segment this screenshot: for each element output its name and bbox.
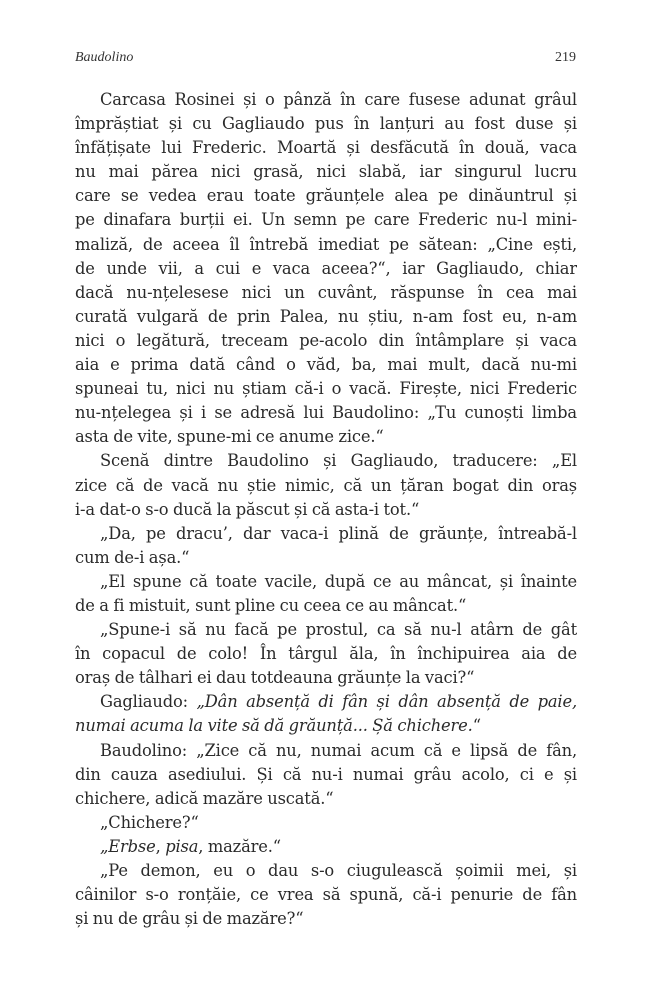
text-line: Scenă dintre Baudolino și Gagliaudo, traducere: „El — [100, 451, 577, 471]
paragraph-9 — [75, 835, 577, 859]
paragraph-6 — [75, 690, 577, 738]
speaker-name: Gagliaudo: — [100, 692, 197, 712]
text-line: de a fi mistuit, sunt pline cu ceea ce au mâncat.“ — [75, 595, 467, 615]
paragraph-5 — [75, 618, 577, 690]
italic-word: „Erbse — [100, 836, 156, 856]
text-line — [75, 835, 577, 859]
text-line: maliză, de aceea îl întrebă imediat pe sătean: „Cine ești, — [75, 234, 577, 254]
text-line: pe dinafara burții ei. Un semn pe care Frederic nu-l mini- — [75, 210, 577, 230]
closing-quote: “ — [472, 716, 481, 736]
italic-word: pisa — [165, 836, 199, 856]
italic-dialect-text: numai acuma la vite să dă grăunță... Șă chichere. — [75, 716, 473, 736]
text-line: aia e prima dată când o văd, ba, mai mult, dacă nu-mi — [75, 355, 577, 375]
text-line: „El spune că toate vacile, după ce au mâncat, și înainte — [100, 571, 577, 591]
text-line: din cauza asediului. Și că nu-i numai grâu acolo, ci e și — [75, 764, 577, 784]
text-line: „Spune-i să nu facă pe prostul, ca să nu-l atârn de gât — [100, 620, 577, 640]
page-number: 219 — [555, 50, 576, 65]
text-line: de unde vii, a cui e vaca aceea?“, iar Gagliaudo, chiar — [75, 258, 577, 278]
paragraph-3 — [75, 522, 577, 570]
text-line: asta de vite, spune-mi ce anume zice.“ — [75, 427, 384, 447]
text-line: împrăștiat și cu Gagliaudo pus în lanțuri au fost duse și — [75, 114, 577, 134]
text-line: dacă nu-nțelesese nici un cuvânt, răspunse în cea mai — [75, 282, 577, 302]
paragraph-7 — [75, 739, 577, 811]
body-text — [75, 88, 577, 931]
text-line: „Da, pe dracu’, dar vaca-i plină de grăunțe, întreabă-l — [100, 523, 577, 543]
text-line: i-a dat-o s-o ducă la păscut și că asta-i tot.“ — [75, 499, 420, 519]
line-rest: , mazăre.“ — [198, 836, 281, 856]
text-line: nu mai părea nici grasă, nici slabă, iar singurul lucru — [75, 162, 577, 182]
separator: , — [155, 836, 166, 856]
text-line: care se vedea erau toate grăunțele alea pe dinăuntrul și — [75, 186, 577, 206]
text-line — [75, 714, 577, 738]
running-head — [75, 50, 576, 70]
italic-dialect-text: „Dân absență di fân și dân absență de paie, — [196, 692, 577, 712]
text-line: zice că de vacă nu știe nimic, că un țăran bogat din oraș — [75, 475, 577, 495]
text-line: „Chichere?“ — [100, 812, 199, 832]
text-line: „Pe demon, eu o dau s-o ciugulească șoimii mei, și — [100, 861, 577, 880]
text-line: și nu de grâu și de mazăre?“ — [75, 909, 304, 929]
paragraph-2 — [75, 449, 577, 521]
paragraph-4 — [75, 570, 577, 618]
text-line: Carcasa Rosinei și o pânză în care fusese adunat grâul — [100, 90, 577, 109]
paragraph-1 — [75, 88, 577, 449]
text-line: în copacul de colo! În târgul ăla, în închipuirea aia de — [75, 644, 577, 664]
paragraph-8 — [75, 811, 577, 835]
paragraph-10 — [75, 859, 577, 931]
text-line: nici o legătură, treceam pe-acolo din întâmplare și vaca — [75, 330, 577, 350]
text-line: spuneai tu, nici nu știam că-i o vacă. Firește, nici Frederic — [75, 379, 577, 399]
text-line: Baudolino: „Zice că nu, numai acum că e lipsă de fân, — [100, 740, 577, 760]
text-line: curată vulgară de prin Palea, nu știu, n-am fost eu, n-am — [75, 306, 577, 326]
text-line: nu-nțelegea și i se adresă lui Baudolino: „Tu cunoști limba — [75, 403, 577, 423]
text-line: câinilor s-o ronțăie, ce vrea să spună, că-i penurie de fân — [75, 885, 577, 905]
text-line: cum de-i așa.“ — [75, 547, 190, 567]
text-line: oraș de tâlhari ei dau totdeauna grăunțe la vaci?“ — [75, 668, 475, 688]
text-line: înfățișate lui Frederic. Moartă și desfăcută în două, vaca — [75, 138, 577, 158]
text-line — [75, 690, 577, 714]
text-line: chichere, adică mazăre uscată.“ — [75, 788, 334, 808]
running-title: Baudolino — [75, 50, 134, 65]
